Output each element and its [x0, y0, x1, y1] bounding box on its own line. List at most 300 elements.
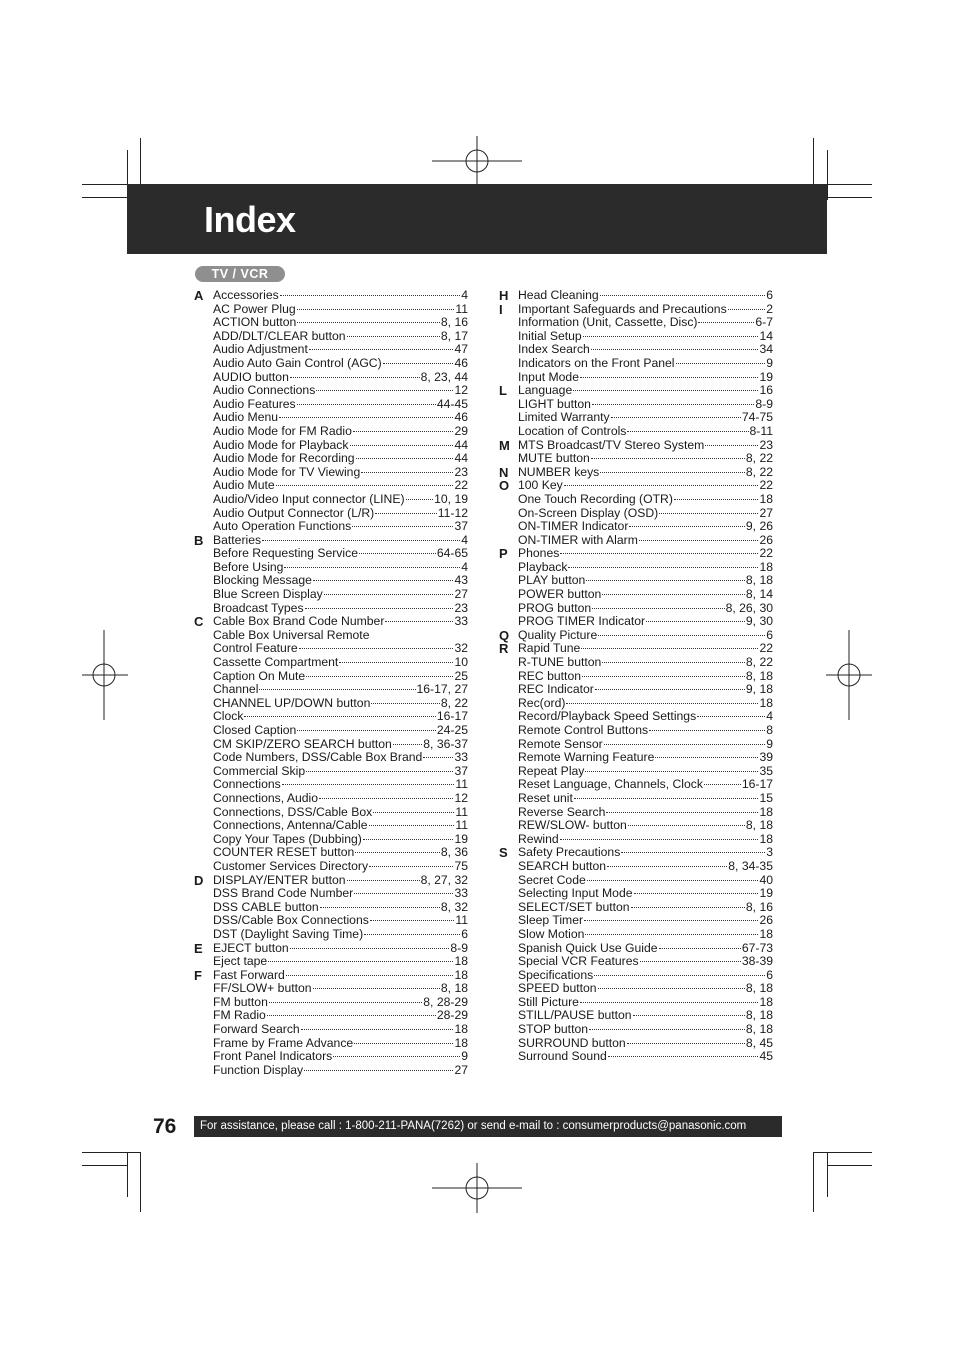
index-letter: F — [194, 967, 202, 983]
index-entry — [518, 670, 773, 684]
entry-page: 64-65 — [436, 546, 468, 561]
entry-page: 22 — [759, 478, 773, 493]
entry-page: 16-17 — [741, 777, 773, 792]
dot-leader — [585, 771, 758, 772]
index-entry — [213, 710, 468, 724]
entry-name: PLAY button — [518, 573, 586, 588]
index-entry — [213, 520, 468, 534]
index-entry — [213, 1050, 468, 1064]
entry-name: Audio Features — [213, 396, 296, 411]
index-entry — [213, 507, 468, 521]
entry-name: Closed Caption — [213, 723, 297, 737]
entry-name: Head Cleaning — [518, 288, 599, 302]
dot-leader — [606, 812, 758, 813]
entry-page: 28-29 — [436, 1008, 468, 1023]
index-entry — [518, 371, 773, 385]
index-entry — [213, 683, 468, 697]
dot-leader — [262, 540, 460, 541]
dot-leader — [356, 458, 454, 459]
entry-name: DST (Daylight Saving Time) — [213, 926, 364, 941]
index-entry — [213, 697, 468, 711]
dot-leader — [602, 662, 745, 663]
entry-page: 35 — [759, 763, 773, 778]
entry-page: 4 — [461, 288, 468, 302]
crop-mark — [82, 184, 127, 185]
entry-page: 18 — [759, 804, 773, 819]
dot-leader — [359, 553, 436, 554]
dot-leader — [560, 839, 759, 840]
dot-leader — [560, 553, 758, 554]
dot-leader — [347, 336, 440, 337]
entry-name: Eject tape — [213, 954, 268, 969]
dot-leader — [627, 1043, 745, 1044]
entry-name: REW/SLOW- button — [518, 818, 627, 833]
dot-leader — [423, 757, 453, 758]
index-entry — [213, 874, 468, 888]
entry-name: Record/Playback Speed Settings — [518, 709, 697, 724]
index-entry — [518, 398, 773, 412]
index-entry — [213, 969, 468, 983]
entry-page: 6 — [461, 926, 468, 941]
crop-mark — [827, 184, 872, 185]
index-entry — [518, 656, 773, 670]
index-entry — [518, 969, 773, 983]
index-entry — [518, 534, 773, 548]
entry-name: Connections — [213, 777, 281, 792]
entry-page: 8, 36 — [440, 845, 468, 860]
entry-page: 4 — [461, 532, 468, 547]
index-group — [194, 534, 468, 616]
dot-leader — [290, 948, 450, 949]
entry-name: Accessories — [213, 288, 279, 302]
index-entry — [213, 384, 468, 398]
entry-page: 10, 19 — [434, 491, 468, 506]
entry-name: Remote Warning Feature — [518, 750, 655, 765]
crop-mark — [827, 150, 828, 200]
entry-page: 18 — [454, 1035, 468, 1050]
dot-leader — [592, 608, 724, 609]
dot-leader — [276, 485, 454, 486]
index-entry — [213, 357, 468, 371]
entry-name: COUNTER RESET button — [213, 845, 355, 860]
index-entry — [518, 303, 773, 317]
index-entry — [518, 343, 773, 357]
entry-name: SELECT/SET button — [518, 899, 630, 914]
index-entry — [518, 629, 773, 643]
entry-page: 11 — [455, 777, 468, 792]
dot-leader — [279, 417, 453, 418]
index-group — [499, 629, 773, 643]
entry-page: 19 — [759, 369, 773, 384]
dot-leader — [581, 648, 758, 649]
index-entry — [213, 751, 468, 765]
entry-page: 18 — [454, 954, 468, 969]
entry-page: 25 — [454, 668, 468, 683]
entry-page: 33 — [454, 750, 468, 765]
dot-leader — [286, 975, 454, 976]
crop-mark — [127, 1152, 128, 1197]
index-group — [499, 846, 773, 1064]
dot-leader — [375, 513, 437, 514]
entry-page: 11 — [455, 913, 468, 928]
entry-name: DSS CABLE button — [213, 899, 319, 914]
index-letter: R — [499, 641, 509, 657]
entry-name: Audio Auto Gain Control (AGC) — [213, 355, 382, 370]
index-entry — [518, 466, 773, 480]
entry-name: Caption On Mute — [213, 668, 306, 683]
index-group — [194, 969, 468, 1078]
entry-page: 23 — [759, 437, 773, 452]
dot-leader — [585, 934, 758, 935]
entry-name: R-TUNE button — [518, 655, 602, 670]
entry-page: 6 — [766, 627, 773, 642]
entry-page: 15 — [759, 790, 773, 805]
entry-name: DISPLAY/ENTER button — [213, 872, 346, 887]
entry-page: 8, 18 — [745, 573, 773, 588]
entry-page: 32 — [454, 641, 468, 656]
dot-leader — [659, 513, 758, 514]
entry-page: 18 — [759, 559, 773, 574]
index-entry — [518, 493, 773, 507]
registration-mark-icon — [82, 630, 128, 720]
entry-name: Remote Control Buttons — [518, 723, 649, 737]
index-entry — [213, 887, 468, 901]
index-entry — [213, 452, 468, 466]
entry-name: DSS Brand Code Number — [213, 886, 354, 901]
dot-leader — [591, 458, 745, 459]
dot-leader — [373, 812, 454, 813]
entry-name: Sleep Timer — [518, 913, 584, 928]
dot-leader — [594, 975, 765, 976]
entry-name: ACTION button — [213, 315, 297, 330]
index-entry — [518, 697, 773, 711]
index-entry — [518, 452, 773, 466]
dot-leader — [592, 404, 754, 405]
entry-page: 34 — [759, 342, 773, 357]
index-entry — [213, 493, 468, 507]
entry-name: Blocking Message — [213, 573, 312, 588]
crop-mark — [82, 1165, 127, 1166]
dot-leader — [301, 1029, 454, 1030]
index-entry — [518, 887, 773, 901]
entry-page: 8, 18 — [745, 668, 773, 683]
dot-leader — [282, 784, 455, 785]
registration-mark-icon — [826, 630, 872, 720]
entry-page: 8, 26, 30 — [725, 600, 773, 615]
entry-name: STILL/PAUSE button — [518, 1008, 632, 1023]
entry-name: Customer Services Directory — [213, 858, 369, 873]
entry-name: AUDIO button — [213, 369, 289, 384]
entry-page: 8, 36-37 — [423, 736, 468, 751]
index-entry — [213, 547, 468, 561]
dot-leader — [297, 730, 435, 731]
index-entry — [213, 955, 468, 969]
entry-page: 3 — [766, 845, 773, 860]
index-entry — [518, 357, 773, 371]
index-entry — [213, 982, 468, 996]
entry-name: Cable Box Universal Remote — [213, 627, 370, 642]
entry-name: CHANNEL UP/DOWN button — [213, 695, 371, 710]
dot-leader — [369, 825, 455, 826]
entry-page: 8, 28-29 — [423, 994, 468, 1009]
index-entry — [518, 547, 773, 561]
section-badge: TV / VCR — [195, 266, 285, 282]
entry-page: 75 — [454, 858, 468, 873]
entry-page: 37 — [454, 519, 468, 534]
dot-leader — [566, 703, 758, 704]
entry-name: Index Search — [518, 342, 590, 357]
index-group — [499, 439, 773, 466]
entry-page: 8, 18 — [745, 1008, 773, 1023]
dot-leader — [319, 798, 453, 799]
index-entry — [213, 425, 468, 439]
dot-leader — [598, 988, 745, 989]
entry-name: REC button — [518, 668, 582, 683]
dot-leader — [269, 1002, 422, 1003]
index-entry — [518, 955, 773, 969]
dot-leader — [280, 295, 461, 296]
entry-page: 12 — [454, 383, 468, 398]
index-entry — [213, 1037, 468, 1051]
entry-name: Channel — [213, 682, 259, 697]
index-entry — [213, 371, 468, 385]
index-entry — [518, 588, 773, 602]
dot-leader — [655, 757, 758, 758]
dot-leader — [621, 852, 765, 853]
index-entry — [518, 751, 773, 765]
index-entry — [518, 942, 773, 956]
dot-leader — [371, 703, 440, 704]
entry-name: Blue Screen Display — [213, 587, 323, 602]
entry-page: 46 — [454, 410, 468, 425]
dot-leader — [580, 377, 758, 378]
entry-name: Language — [518, 383, 573, 398]
entry-name: Reset unit — [518, 790, 573, 805]
entry-name: Auto Operation Functions — [213, 519, 352, 534]
entry-name: Playback — [518, 559, 568, 574]
dot-leader — [584, 920, 758, 921]
entry-name: Forward Search — [213, 1022, 300, 1037]
entry-page: 8, 16 — [440, 315, 468, 330]
index-group — [499, 479, 773, 547]
entry-page: 16-17 — [436, 709, 468, 724]
entry-page: 18 — [759, 695, 773, 710]
entry-page: 22 — [759, 641, 773, 656]
dot-leader — [383, 363, 454, 364]
index-entry — [213, 670, 468, 684]
entry-name: Front Panel Indicators — [213, 1049, 333, 1064]
index-entry — [213, 1009, 468, 1023]
entry-name: Specifications — [518, 967, 594, 982]
index-letter: L — [499, 383, 507, 399]
entry-name: ON-TIMER with Alarm — [518, 532, 638, 547]
entry-name: NUMBER keys — [518, 464, 600, 479]
entry-name: Surround Sound — [518, 1049, 607, 1064]
entry-name: Cassette Compartment — [213, 655, 339, 670]
entry-page: 18 — [454, 967, 468, 982]
entry-page: 29 — [454, 423, 468, 438]
dot-leader — [299, 648, 454, 649]
dot-leader — [352, 526, 453, 527]
index-group — [499, 547, 773, 629]
index-entry — [518, 316, 773, 330]
crop-mark — [827, 1152, 828, 1197]
index-entry — [518, 819, 773, 833]
index-entry — [518, 860, 773, 874]
index-entry — [213, 439, 468, 453]
entry-name: Audio Mode for FM Radio — [213, 423, 352, 438]
entry-name: Rec(ord) — [518, 695, 566, 710]
index-entry — [213, 792, 468, 806]
registration-mark-icon — [432, 1163, 522, 1213]
entry-page: 45 — [759, 1049, 773, 1064]
entry-name: Audio/Video Input connector (LINE) — [213, 491, 405, 506]
entry-name: SEARCH button — [518, 858, 607, 873]
entry-page: 22 — [454, 478, 468, 493]
dot-leader — [589, 1029, 745, 1030]
entry-name: Input Mode — [518, 369, 579, 384]
entry-page: 8, 22 — [745, 451, 773, 466]
index-group — [499, 289, 773, 303]
entry-name: Special VCR Features — [518, 954, 639, 969]
index-entry — [518, 1023, 773, 1037]
dot-leader — [339, 662, 453, 663]
dot-leader — [290, 377, 420, 378]
entry-name: Repeat Play — [518, 763, 585, 778]
dot-leader — [306, 676, 453, 677]
index-entry — [518, 996, 773, 1010]
index-entry — [213, 806, 468, 820]
entry-name: Information (Unit, Cassette, Disc) — [518, 315, 698, 330]
entry-page: 18 — [454, 1022, 468, 1037]
dot-leader — [574, 798, 759, 799]
index-letter: P — [499, 546, 508, 562]
entry-page: 2 — [766, 301, 773, 316]
index-entry — [518, 384, 773, 398]
entry-page: 33 — [454, 614, 468, 629]
dot-leader — [640, 961, 741, 962]
entry-page: 8, 32 — [440, 899, 468, 914]
dot-leader — [369, 866, 453, 867]
entry-name: FM Radio — [213, 1008, 266, 1023]
dot-leader — [646, 621, 745, 622]
index-letter: O — [499, 478, 510, 494]
dot-leader — [591, 349, 759, 350]
entry-page: 8, 22 — [745, 655, 773, 670]
entry-page: 11 — [455, 818, 468, 833]
dot-leader — [297, 404, 436, 405]
entry-page: 18 — [759, 491, 773, 506]
index-entry — [213, 914, 468, 928]
index-group — [194, 874, 468, 942]
dot-leader — [297, 322, 440, 323]
index-entry — [213, 901, 468, 915]
entry-name: Code Numbers, DSS/Cable Box Brand — [213, 750, 423, 765]
entry-name: Cable Box Brand Code Number — [213, 614, 385, 629]
entry-page: 11 — [455, 301, 468, 316]
entry-page: 46 — [454, 355, 468, 370]
dot-leader — [728, 309, 766, 310]
index-entry — [213, 1023, 468, 1037]
index-entry — [518, 615, 773, 629]
dot-leader — [244, 716, 435, 717]
entry-name: Reverse Search — [518, 804, 606, 819]
dot-leader — [313, 580, 454, 581]
index-entry — [518, 602, 773, 616]
dot-leader — [306, 771, 453, 772]
entry-page: 14 — [759, 328, 773, 343]
entry-name: Location of Controls — [518, 423, 627, 438]
dot-leader — [602, 594, 745, 595]
dot-leader — [350, 445, 454, 446]
entry-name: PROG button — [518, 600, 592, 615]
dot-leader — [363, 839, 454, 840]
entry-page: 67-73 — [741, 940, 773, 955]
index-letter: E — [194, 940, 203, 956]
crop-mark — [814, 1152, 872, 1153]
entry-page: 9 — [766, 355, 773, 370]
entry-name: STOP button — [518, 1022, 589, 1037]
index-group — [499, 642, 773, 846]
entry-page: 18 — [759, 926, 773, 941]
entry-page: 6-7 — [755, 315, 773, 330]
index-letter: B — [194, 532, 204, 548]
crop-mark — [827, 1165, 872, 1166]
index-entry — [213, 561, 468, 575]
dot-leader — [385, 621, 453, 622]
entry-name: Audio Connections — [213, 383, 316, 398]
page-number: 76 — [153, 1115, 177, 1138]
entry-name: ADD/DLT/CLEAR button — [213, 328, 346, 343]
index-letter: A — [194, 288, 204, 303]
dot-leader — [568, 567, 758, 568]
index-letter: D — [194, 872, 204, 888]
index-letter: C — [194, 614, 204, 630]
dot-leader — [704, 784, 741, 785]
index-letter: Q — [499, 627, 510, 643]
index-entry — [518, 792, 773, 806]
dot-leader — [259, 689, 415, 690]
index-entry — [213, 534, 468, 548]
entry-page: 6 — [766, 288, 773, 302]
index-entry — [518, 914, 773, 928]
dot-leader — [353, 431, 454, 432]
entry-page: 44-45 — [436, 396, 468, 411]
entry-page: 8, 45 — [745, 1035, 773, 1050]
dot-leader — [697, 716, 765, 717]
index-entry — [213, 860, 468, 874]
dot-leader — [604, 744, 766, 745]
entry-page: 40 — [759, 872, 773, 887]
index-entry — [518, 479, 773, 493]
index-entry — [213, 602, 468, 616]
dot-leader — [313, 988, 440, 989]
dot-leader — [582, 676, 745, 677]
dot-leader — [355, 852, 440, 853]
index-group — [499, 384, 773, 438]
entry-name: Remote Sensor — [518, 736, 603, 751]
entry-name: Connections, DSS/Cable Box — [213, 804, 373, 819]
entry-page: 38-39 — [741, 954, 773, 969]
entry-name: Commercial Skip — [213, 763, 306, 778]
entry-page: 9 — [461, 1049, 468, 1064]
index-entry — [518, 901, 773, 915]
entry-name: Connections, Audio — [213, 790, 319, 805]
index-entry — [213, 316, 468, 330]
index-entry — [213, 411, 468, 425]
index-entry — [213, 765, 468, 779]
entry-page: 19 — [759, 886, 773, 901]
